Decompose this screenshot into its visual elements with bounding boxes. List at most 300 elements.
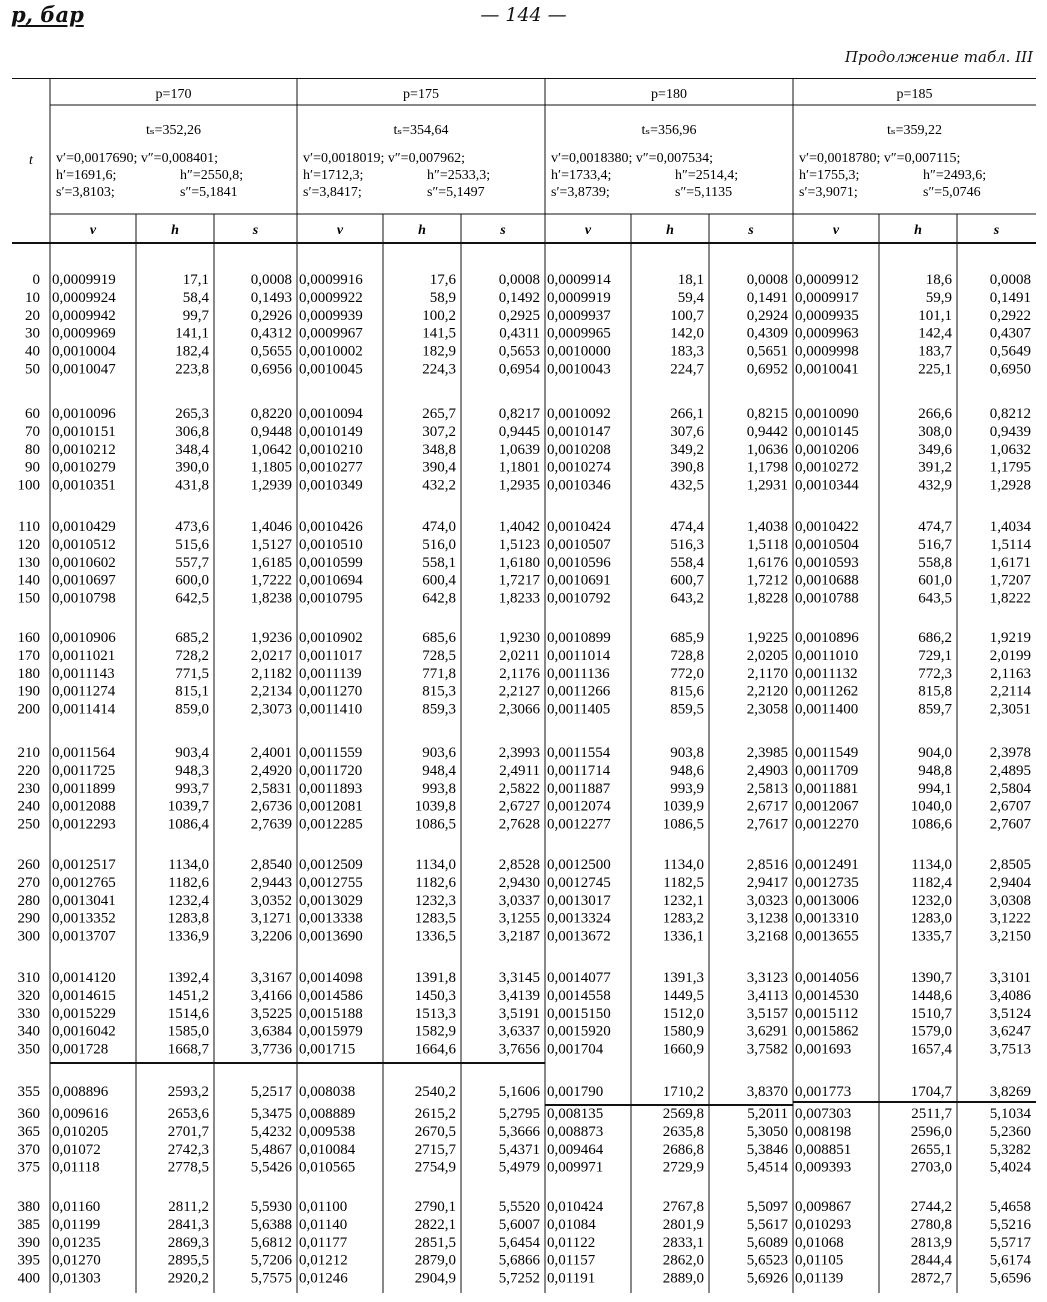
t-column-header: t xyxy=(29,153,33,168)
volume-cell: 0,0010691 xyxy=(547,572,611,589)
enthalpy-cell: 2862,0 xyxy=(662,1252,704,1269)
volume-cell: 0,0013672 xyxy=(547,928,611,945)
entropy-cell: 2,1170 xyxy=(747,665,788,682)
entropy-cell: 2,5804 xyxy=(989,780,1031,797)
enthalpy-cell: 815,6 xyxy=(670,683,704,700)
volume-cell: 0,01157 xyxy=(547,1252,596,1269)
volume-cell: 0,0009916 xyxy=(299,272,363,288)
volume-cell: 0,01303 xyxy=(52,1270,101,1287)
enthalpy-cell: 1086,5 xyxy=(662,816,704,833)
volume-cell: 0,0014558 xyxy=(547,987,611,1004)
entropy-cell: 3,5225 xyxy=(250,1005,292,1022)
volume-cell: 0,0015150 xyxy=(547,1005,611,1022)
temperature-cell: 180 xyxy=(17,665,40,682)
enthalpy-cell: 1336,5 xyxy=(414,928,456,945)
saturation-entropy-vapor: s″=5,1497 xyxy=(427,185,485,200)
volume-cell: 0,0011262 xyxy=(795,683,859,700)
temperature-cell: 365 xyxy=(17,1123,40,1140)
volume-cell: 0,0010043 xyxy=(547,361,611,378)
entropy-cell: 3,0337 xyxy=(498,892,540,909)
enthalpy-cell: 1134,0 xyxy=(911,857,952,873)
enthalpy-cell: 859,0 xyxy=(175,701,209,718)
volume-cell: 0,0010426 xyxy=(299,519,363,535)
volume-cell: 0,0011021 xyxy=(52,647,116,664)
entropy-cell: 3,5124 xyxy=(989,1005,1031,1022)
enthalpy-cell: 2904,9 xyxy=(414,1270,456,1287)
volume-cell: 0,0011400 xyxy=(795,701,859,718)
column-header-s: s xyxy=(993,223,1000,238)
volume-cell: 0,0010274 xyxy=(547,459,611,476)
enthalpy-cell: 58,4 xyxy=(182,289,209,306)
entropy-cell: 1,6176 xyxy=(746,554,788,571)
entropy-cell: 1,9230 xyxy=(498,630,540,646)
enthalpy-cell: 265,7 xyxy=(422,406,456,422)
enthalpy-cell: 1448,6 xyxy=(910,987,952,1004)
volume-cell: 0,0010906 xyxy=(52,630,116,646)
entropy-cell: 0,1492 xyxy=(498,289,540,306)
temperature-cell: 50 xyxy=(25,361,40,378)
volume-cell: 0,0010896 xyxy=(795,630,859,646)
entropy-cell: 2,7617 xyxy=(746,816,788,833)
entropy-cell: 1,0642 xyxy=(250,441,292,458)
volume-cell: 0,0012765 xyxy=(52,874,116,891)
enthalpy-cell: 685,9 xyxy=(670,630,704,646)
volume-cell: 0,0013324 xyxy=(547,910,611,927)
volume-cell: 0,0010090 xyxy=(795,406,859,422)
entropy-cell: 3,3145 xyxy=(498,970,540,986)
enthalpy-cell: 1283,5 xyxy=(414,910,456,927)
enthalpy-cell: 2593,2 xyxy=(167,1084,209,1100)
enthalpy-cell: 1390,7 xyxy=(910,970,952,986)
entropy-cell: 5,4024 xyxy=(989,1159,1031,1176)
enthalpy-cell: 183,3 xyxy=(670,343,704,360)
enthalpy-cell: 1182,4 xyxy=(911,874,952,891)
enthalpy-cell: 2701,7 xyxy=(167,1123,209,1140)
volume-cell: 0,0010788 xyxy=(795,590,859,607)
entropy-cell: 5,4979 xyxy=(498,1159,540,1176)
volume-cell: 0,0010697 xyxy=(52,572,116,589)
enthalpy-cell: 390,0 xyxy=(175,459,209,476)
entropy-cell: 3,1238 xyxy=(746,910,788,927)
entropy-cell: 2,3073 xyxy=(250,701,292,718)
column-header-v: v xyxy=(584,223,592,238)
temperature-cell: 210 xyxy=(17,745,40,761)
entropy-cell: 1,9225 xyxy=(746,630,788,646)
temperature-cell: 110 xyxy=(18,519,40,535)
volume-cell: 0,0014586 xyxy=(299,987,363,1004)
volume-cell: 0,0014615 xyxy=(52,987,116,1004)
entropy-cell: 3,0308 xyxy=(989,892,1031,909)
column-header-s: s xyxy=(252,223,259,238)
entropy-cell: 1,8228 xyxy=(746,590,788,607)
volume-cell: 0,0015112 xyxy=(795,1005,859,1022)
volume-cell: 0,0013338 xyxy=(299,910,363,927)
volume-cell: 0,007303 xyxy=(795,1106,852,1122)
entropy-cell: 3,5157 xyxy=(746,1005,788,1022)
volume-cell: 0,0013310 xyxy=(795,910,859,927)
enthalpy-cell: 948,8 xyxy=(918,762,952,779)
enthalpy-cell: 728,2 xyxy=(175,647,209,664)
volume-cell: 0,0011887 xyxy=(547,780,611,797)
enthalpy-cell: 1512,0 xyxy=(662,1005,704,1022)
volume-cell: 0,0010349 xyxy=(299,477,363,494)
enthalpy-cell: 223,8 xyxy=(175,361,209,378)
enthalpy-cell: 141,1 xyxy=(175,325,209,342)
entropy-cell: 2,6736 xyxy=(250,798,292,815)
volume-cell: 0,010293 xyxy=(795,1216,852,1233)
volume-cell: 0,0010422 xyxy=(795,519,859,535)
entropy-cell: 0,2926 xyxy=(250,307,292,324)
entropy-cell: 3,5191 xyxy=(498,1005,540,1022)
entropy-cell: 1,2939 xyxy=(250,477,292,494)
enthalpy-cell: 2778,5 xyxy=(167,1159,209,1176)
enthalpy-cell: 183,7 xyxy=(918,343,952,360)
volume-cell: 0,0010792 xyxy=(547,590,611,607)
volume-cell: 0,0009967 xyxy=(299,325,363,342)
volume-cell: 0,0010094 xyxy=(299,406,363,422)
volume-cell: 0,0011881 xyxy=(795,780,859,797)
volume-cell: 0,0010798 xyxy=(52,590,116,607)
enthalpy-cell: 2822,1 xyxy=(414,1216,456,1233)
volume-cell: 0,0013006 xyxy=(795,892,859,909)
enthalpy-cell: 101,1 xyxy=(918,307,952,324)
volume-cell: 0,0012293 xyxy=(52,816,116,833)
volume-cell: 0,01191 xyxy=(547,1270,596,1287)
saturation-enthalpy-vapor: h″=2514,4; xyxy=(675,168,739,183)
entropy-cell: 2,1163 xyxy=(990,665,1031,682)
entropy-cell: 5,7575 xyxy=(250,1270,292,1287)
volume-cell: 0,01140 xyxy=(299,1216,348,1233)
enthalpy-cell: 600,4 xyxy=(422,572,456,589)
volume-cell: 0,0012745 xyxy=(547,874,611,891)
enthalpy-cell: 2841,3 xyxy=(167,1216,209,1233)
volume-cell: 0,0011414 xyxy=(52,701,116,718)
temperature-cell: 370 xyxy=(17,1141,40,1158)
entropy-cell: 1,1805 xyxy=(250,459,292,476)
entropy-cell: 2,5822 xyxy=(498,780,540,797)
temperature-cell: 150 xyxy=(17,590,40,607)
saturation-volumes: v′=0,0018380; v″=0,007534; xyxy=(551,151,713,166)
enthalpy-cell: 474,7 xyxy=(918,519,952,535)
entropy-cell: 5,6007 xyxy=(498,1216,540,1233)
enthalpy-cell: 18,1 xyxy=(677,272,704,288)
volume-cell: 0,0010096 xyxy=(52,406,116,422)
temperature-cell: 20 xyxy=(25,307,40,324)
entropy-cell: 3,0323 xyxy=(746,892,788,909)
enthalpy-cell: 2801,9 xyxy=(662,1216,704,1233)
enthalpy-cell: 1451,2 xyxy=(167,987,209,1004)
temperature-cell: 375 xyxy=(17,1159,40,1176)
enthalpy-cell: 17,1 xyxy=(182,272,209,288)
entropy-cell: 2,4911 xyxy=(499,762,540,779)
entropy-cell: 3,4139 xyxy=(498,987,540,1004)
enthalpy-cell: 516,0 xyxy=(422,536,456,553)
entropy-cell: 2,1176 xyxy=(499,665,540,682)
enthalpy-cell: 993,8 xyxy=(422,780,456,797)
saturation-entropy-liquid: s′=3,8417; xyxy=(303,185,362,200)
enthalpy-cell: 1283,8 xyxy=(167,910,209,927)
entropy-cell: 1,0639 xyxy=(498,441,540,458)
column-header-s: s xyxy=(500,223,506,238)
saturation-enthalpy-vapor: h″=2533,3; xyxy=(427,168,491,183)
enthalpy-cell: 306,8 xyxy=(175,423,209,440)
enthalpy-cell: 558,4 xyxy=(670,554,704,571)
enthalpy-cell: 225,1 xyxy=(918,361,952,378)
saturation-entropy-vapor: s″=5,1135 xyxy=(675,185,733,200)
temperature-cell: 350 xyxy=(17,1041,40,1058)
saturation-entropy-vapor: s″=5,1841 xyxy=(180,185,238,200)
entropy-cell: 0,8217 xyxy=(498,406,540,422)
entropy-cell: 2,5831 xyxy=(250,780,292,797)
temperature-cell: 100 xyxy=(17,477,40,494)
volume-cell: 0,0009914 xyxy=(547,272,611,288)
entropy-cell: 0,1491 xyxy=(989,289,1031,306)
volume-cell: 0,0009912 xyxy=(795,272,859,288)
entropy-cell: 3,4086 xyxy=(989,987,1031,1004)
temperature-cell: 300 xyxy=(17,928,40,945)
entropy-cell: 0,1493 xyxy=(250,289,292,306)
entropy-cell: 2,4895 xyxy=(989,762,1031,779)
temperature-cell: 355 xyxy=(17,1084,40,1100)
enthalpy-cell: 390,4 xyxy=(422,459,456,476)
volume-cell: 0,0010424 xyxy=(547,519,611,535)
enthalpy-cell: 2813,9 xyxy=(910,1234,952,1251)
volume-cell: 0,0011132 xyxy=(795,665,858,682)
enthalpy-cell: 100,7 xyxy=(670,307,704,324)
entropy-cell: 2,4920 xyxy=(250,762,292,779)
volume-cell: 0,0014056 xyxy=(795,970,859,986)
enthalpy-cell: 642,5 xyxy=(175,590,209,607)
enthalpy-cell: 859,7 xyxy=(918,701,952,718)
enthalpy-cell: 432,9 xyxy=(918,477,952,494)
volume-cell: 0,0011266 xyxy=(547,683,611,700)
entropy-cell: 2,9404 xyxy=(989,874,1031,891)
saturation-temperature: tₛ=359,22 xyxy=(886,123,943,138)
entropy-cell: 2,4001 xyxy=(250,745,292,761)
pressure-header: p=185 xyxy=(896,87,933,102)
enthalpy-cell: 686,2 xyxy=(918,630,952,646)
entropy-cell: 2,3058 xyxy=(746,701,788,718)
entropy-cell: 2,5813 xyxy=(746,780,788,797)
entropy-cell: 5,3475 xyxy=(250,1106,292,1122)
saturation-entropy-liquid: s′=3,8103; xyxy=(56,185,115,200)
entropy-cell: 2,7639 xyxy=(250,816,292,833)
entropy-cell: 3,3101 xyxy=(989,970,1031,986)
enthalpy-cell: 2872,7 xyxy=(910,1270,952,1287)
volume-cell: 0,0010045 xyxy=(299,361,363,378)
enthalpy-cell: 1232,3 xyxy=(414,892,456,909)
volume-cell: 0,0015188 xyxy=(299,1005,363,1022)
volume-cell: 0,0009969 xyxy=(52,325,116,342)
enthalpy-cell: 1336,1 xyxy=(662,928,704,945)
enthalpy-cell: 643,2 xyxy=(670,590,704,607)
saturation-entropy-vapor: s″=5,0746 xyxy=(923,185,981,200)
volume-cell: 0,0016042 xyxy=(52,1023,116,1040)
volume-cell: 0,0011549 xyxy=(795,745,859,761)
entropy-cell: 0,9439 xyxy=(989,423,1031,440)
saturation-enthalpy-vapor: h″=2550,8; xyxy=(180,168,244,183)
enthalpy-cell: 2920,2 xyxy=(167,1270,209,1287)
volume-cell: 0,0009963 xyxy=(795,325,859,342)
volume-cell: 0,0013041 xyxy=(52,892,116,909)
enthalpy-cell: 1704,7 xyxy=(910,1084,952,1100)
volume-cell: 0,01100 xyxy=(299,1199,348,1215)
entropy-cell: 2,2134 xyxy=(250,683,292,700)
volume-cell: 0,0014098 xyxy=(299,970,363,986)
enthalpy-cell: 2742,3 xyxy=(167,1141,209,1158)
volume-cell: 0,0010602 xyxy=(52,554,116,571)
entropy-cell: 0,1491 xyxy=(746,289,788,306)
volume-cell: 0,0012500 xyxy=(547,857,611,873)
entropy-cell: 1,6180 xyxy=(498,554,540,571)
enthalpy-cell: 2879,0 xyxy=(414,1252,456,1269)
volume-cell: 0,01139 xyxy=(795,1270,844,1287)
entropy-cell: 2,7628 xyxy=(498,816,540,833)
volume-cell: 0,0012277 xyxy=(547,816,611,833)
entropy-cell: 5,4658 xyxy=(989,1199,1031,1215)
volume-cell: 0,0010212 xyxy=(52,441,116,458)
entropy-cell: 2,0205 xyxy=(746,647,788,664)
volume-cell: 0,0015229 xyxy=(52,1005,116,1022)
enthalpy-cell: 557,7 xyxy=(175,554,209,571)
entropy-cell: 0,2924 xyxy=(746,307,788,324)
enthalpy-cell: 390,8 xyxy=(670,459,704,476)
temperature-cell: 0 xyxy=(32,272,40,288)
entropy-cell: 2,6707 xyxy=(989,798,1031,815)
volume-cell: 0,008851 xyxy=(795,1141,852,1158)
entropy-cell: 5,2517 xyxy=(250,1084,292,1100)
volume-cell: 0,0012735 xyxy=(795,874,859,891)
volume-cell: 0,0010041 xyxy=(795,361,859,378)
volume-cell: 0,0010004 xyxy=(52,343,116,360)
enthalpy-cell: 2615,2 xyxy=(414,1106,456,1122)
page-number: — 144 — xyxy=(480,4,567,26)
enthalpy-cell: 182,9 xyxy=(422,343,456,360)
volume-cell: 0,0010596 xyxy=(547,554,611,571)
volume-cell: 0,0011559 xyxy=(299,745,363,761)
entropy-cell: 2,2120 xyxy=(746,683,788,700)
entropy-cell: 1,8222 xyxy=(989,590,1031,607)
enthalpy-cell: 685,6 xyxy=(422,630,456,646)
saturation-entropy-liquid: s′=3,8739; xyxy=(551,185,610,200)
enthalpy-cell: 474,4 xyxy=(670,519,704,535)
entropy-cell: 3,2206 xyxy=(250,928,292,945)
enthalpy-cell: 141,5 xyxy=(422,325,456,342)
enthalpy-cell: 2767,8 xyxy=(662,1199,704,1215)
volume-cell: 0,0011274 xyxy=(52,683,116,700)
volume-cell: 0,0012081 xyxy=(299,798,363,815)
volume-cell: 0,0010151 xyxy=(52,423,116,440)
entropy-cell: 0,4312 xyxy=(250,325,292,342)
volume-cell: 0,010565 xyxy=(299,1159,356,1176)
volume-cell: 0,0010694 xyxy=(299,572,363,589)
entropy-cell: 2,8528 xyxy=(498,857,540,873)
enthalpy-cell: 771,8 xyxy=(422,665,456,682)
entropy-cell: 0,6952 xyxy=(746,361,788,378)
enthalpy-cell: 1668,7 xyxy=(167,1041,209,1058)
enthalpy-cell: 474,0 xyxy=(422,519,456,535)
temperature-cell: 290 xyxy=(17,910,40,927)
enthalpy-cell: 142,0 xyxy=(670,325,704,342)
volume-cell: 0,0013707 xyxy=(52,928,116,945)
volume-cell: 0,0011564 xyxy=(52,745,116,761)
entropy-cell: 2,3978 xyxy=(989,745,1031,761)
entropy-cell: 5,2360 xyxy=(989,1123,1031,1140)
entropy-cell: 1,4034 xyxy=(989,519,1031,535)
entropy-cell: 1,1795 xyxy=(989,459,1031,476)
column-header-v: v xyxy=(336,223,344,238)
volume-cell: 0,008198 xyxy=(795,1123,852,1140)
entropy-cell: 3,2187 xyxy=(498,928,540,945)
volume-cell: 0,0010208 xyxy=(547,441,611,458)
entropy-cell: 5,3050 xyxy=(746,1123,788,1140)
entropy-cell: 1,6171 xyxy=(989,554,1031,571)
volume-cell: 0,008896 xyxy=(52,1084,109,1100)
saturation-enthalpy-liquid: h′=1712,3; xyxy=(303,168,364,183)
enthalpy-cell: 1392,4 xyxy=(167,970,209,986)
volume-cell: 0,0010092 xyxy=(547,406,611,422)
entropy-cell: 5,2795 xyxy=(498,1106,540,1122)
entropy-cell: 3,8269 xyxy=(989,1084,1031,1100)
volume-cell: 0,0013017 xyxy=(547,892,611,909)
enthalpy-cell: 948,3 xyxy=(175,762,209,779)
volume-cell: 0,0010504 xyxy=(795,536,859,553)
volume-cell: 0,001693 xyxy=(795,1041,852,1058)
enthalpy-cell: 348,4 xyxy=(175,441,209,458)
temperature-cell: 260 xyxy=(17,857,40,873)
enthalpy-cell: 1134,0 xyxy=(415,857,456,873)
volume-cell: 0,0012270 xyxy=(795,816,859,833)
temperature-cell: 310 xyxy=(17,970,40,986)
enthalpy-cell: 349,2 xyxy=(670,441,704,458)
volume-cell: 0,0011014 xyxy=(547,647,611,664)
enthalpy-cell: 349,6 xyxy=(918,441,952,458)
volume-cell: 0,0010688 xyxy=(795,572,859,589)
entropy-cell: 0,2925 xyxy=(498,307,540,324)
saturation-temperature: tₛ=356,96 xyxy=(641,123,697,138)
enthalpy-cell: 1582,9 xyxy=(414,1023,456,1040)
enthalpy-cell: 993,9 xyxy=(670,780,704,797)
entropy-cell: 1,7212 xyxy=(746,572,788,589)
volume-cell: 0,0011899 xyxy=(52,780,116,797)
enthalpy-cell: 1391,3 xyxy=(662,970,704,986)
entropy-cell: 1,6185 xyxy=(250,554,292,571)
volume-cell: 0,0011410 xyxy=(299,701,363,718)
entropy-cell: 1,1801 xyxy=(498,459,540,476)
entropy-cell: 2,8505 xyxy=(989,857,1031,873)
volume-cell: 0,0010351 xyxy=(52,477,116,494)
volume-cell: 0,0010593 xyxy=(795,554,859,571)
volume-cell: 0,0011709 xyxy=(795,762,859,779)
entropy-cell: 0,4307 xyxy=(989,325,1031,342)
entropy-cell: 5,6866 xyxy=(498,1252,540,1269)
enthalpy-cell: 265,3 xyxy=(175,406,209,422)
column-header-h: h xyxy=(914,223,922,238)
temperature-cell: 330 xyxy=(17,1005,40,1022)
enthalpy-cell: 307,6 xyxy=(670,423,704,440)
saturation-temperature: tₛ=354,64 xyxy=(393,123,449,138)
temperature-cell: 80 xyxy=(25,441,40,458)
temperature-cell: 130 xyxy=(17,554,40,571)
enthalpy-cell: 224,7 xyxy=(670,361,704,378)
temperature-cell: 160 xyxy=(17,630,40,646)
entropy-cell: 3,4166 xyxy=(250,987,292,1004)
enthalpy-cell: 1134,0 xyxy=(663,857,704,873)
enthalpy-cell: 1086,5 xyxy=(414,816,456,833)
volume-cell: 0,0009919 xyxy=(52,272,116,288)
entropy-cell: 1,9219 xyxy=(989,630,1031,646)
entropy-cell: 3,7736 xyxy=(250,1041,292,1058)
